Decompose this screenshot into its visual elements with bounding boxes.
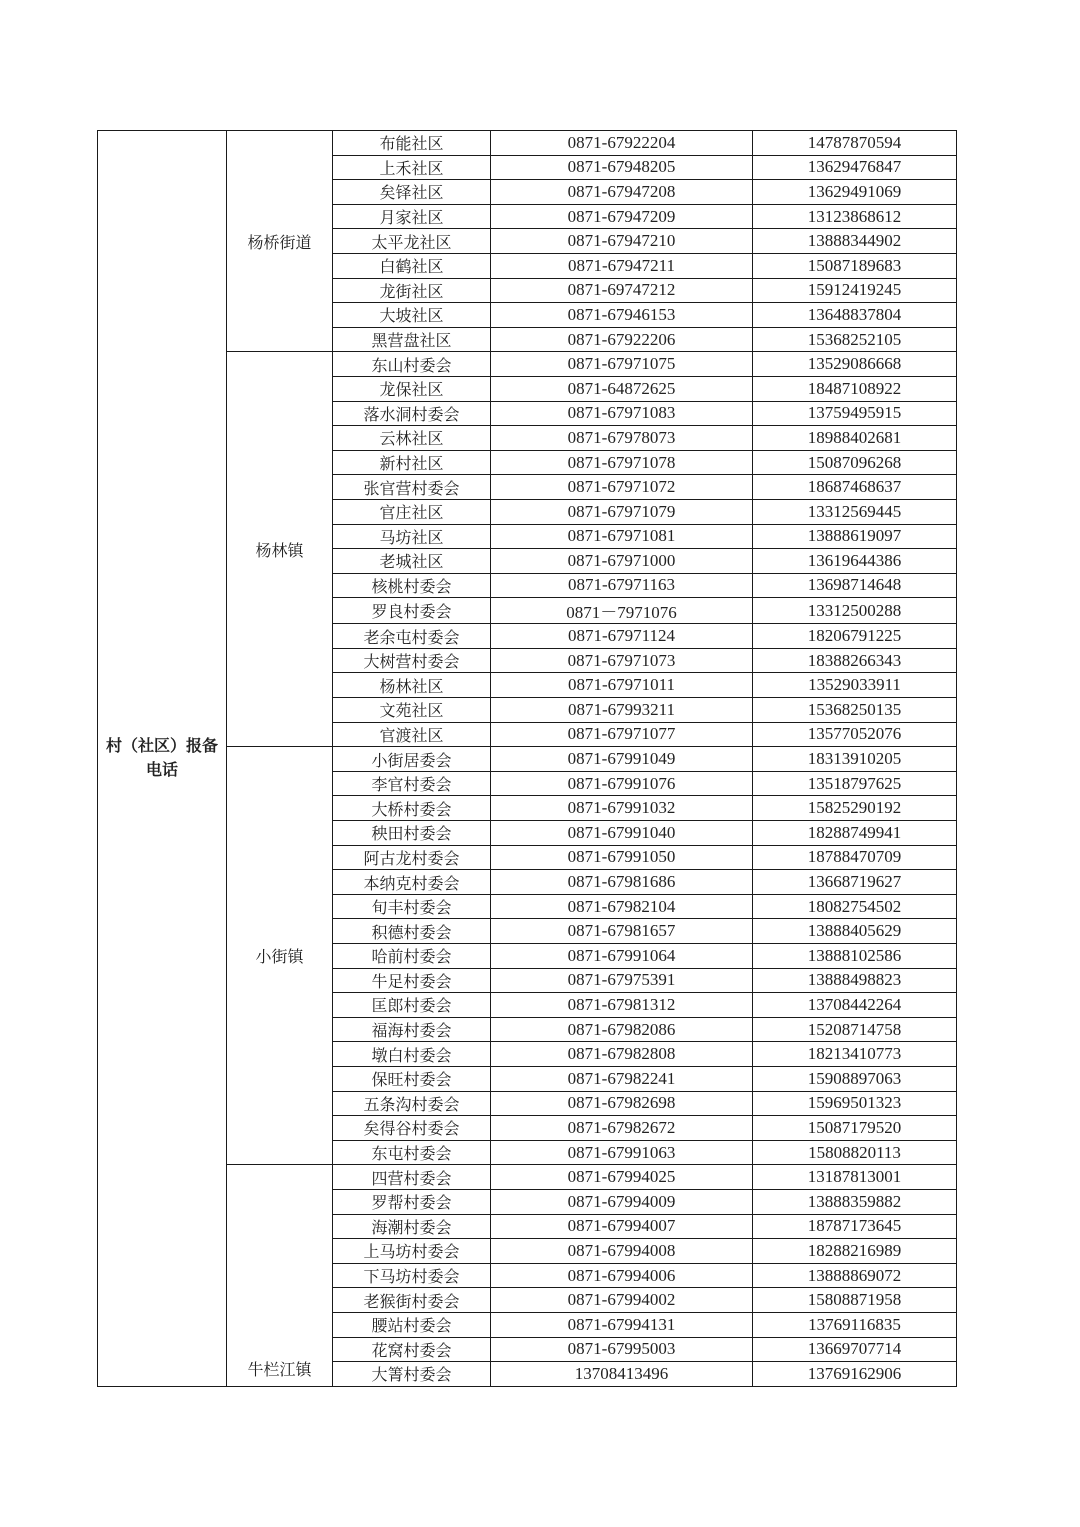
village-name: 罗帮村委会 [333,1189,491,1214]
mobile-phone: 13888359882 [753,1189,957,1214]
mobile-phone: 13888405629 [753,919,957,944]
landline-phone: 0871-67982086 [491,1017,753,1042]
village-name: 老猴街村委会 [333,1288,491,1313]
mobile-phone: 15368252105 [753,327,957,352]
landline-phone: 0871-67982808 [491,1042,753,1067]
mobile-phone: 13529033911 [753,673,957,698]
landline-phone: 0871-67993211 [491,698,753,723]
mobile-phone: 13888619097 [753,524,957,549]
landline-phone: 0871-67971011 [491,673,753,698]
village-name: 哈前村委会 [333,944,491,969]
village-name: 东屯村委会 [333,1140,491,1165]
mobile-phone: 18288749941 [753,821,957,846]
mobile-phone: 13708442264 [753,993,957,1018]
mobile-phone: 13529086668 [753,352,957,377]
landline-phone: 0871-67994131 [491,1312,753,1337]
landline-phone: 0871-67991076 [491,771,753,796]
village-name: 四营村委会 [333,1165,491,1190]
landline-phone: 0871-67982241 [491,1066,753,1091]
landline-phone: 0871-67971079 [491,499,753,524]
landline-phone: 0871-67982672 [491,1116,753,1141]
table-body [98,131,957,1387]
landline-phone: 0871-67981686 [491,870,753,895]
landline-phone: 0871-67948205 [491,155,753,180]
mobile-phone: 18082754502 [753,894,957,919]
landline-phone: 0871-67982104 [491,894,753,919]
landline-phone: 0871-67994025 [491,1165,753,1190]
mobile-phone: 13669707714 [753,1337,957,1362]
village-name: 大箐村委会 [333,1362,491,1387]
landline-phone: 0871-67922204 [491,131,753,156]
mobile-phone: 18213410773 [753,1042,957,1067]
village-name: 太平龙社区 [333,229,491,254]
table-row [98,1165,957,1190]
village-name: 保旺村委会 [333,1066,491,1091]
mobile-phone: 13698714648 [753,573,957,598]
landline-phone: 0871-67995003 [491,1337,753,1362]
landline-phone: 0871-67981312 [491,993,753,1018]
landline-phone: 0871-67991050 [491,845,753,870]
village-name: 海潮村委会 [333,1214,491,1239]
town-cell: 牛栏江镇 [227,1165,333,1386]
landline-phone: 0871-67971078 [491,450,753,475]
village-name: 布能社区 [333,131,491,156]
village-name: 上马坊村委会 [333,1239,491,1264]
landline-phone: 0871-67947210 [491,229,753,254]
mobile-phone: 18288216989 [753,1239,957,1264]
landline-phone: 0871-67922206 [491,327,753,352]
landline-phone: 0871-67971073 [491,648,753,673]
town-cell: 杨林镇 [227,352,333,747]
village-name: 下马坊村委会 [333,1263,491,1288]
landline-phone: 0871-67991049 [491,747,753,772]
table-row [98,131,957,156]
landline-phone: 0871-67991032 [491,796,753,821]
landline-phone: 0871-67994006 [491,1263,753,1288]
town-cell: 杨桥街道 [227,131,333,352]
landline-phone: 0871-67947209 [491,204,753,229]
landline-phone: 0871-67982698 [491,1091,753,1116]
town-cell: 小街镇 [227,747,333,1165]
village-name: 牛足村委会 [333,968,491,993]
village-name: 上禾社区 [333,155,491,180]
village-name: 龙保社区 [333,376,491,401]
landline-phone: 13708413496 [491,1362,753,1387]
mobile-phone: 15087096268 [753,450,957,475]
landline-phone: 0871-67971077 [491,722,753,747]
village-name: 李官村委会 [333,771,491,796]
village-name: 小街居委会 [333,747,491,772]
mobile-phone: 13668719627 [753,870,957,895]
mobile-phone: 15808871958 [753,1288,957,1313]
village-name: 官渡社区 [333,722,491,747]
mobile-phone: 15368250135 [753,698,957,723]
category-label: 村（社区）报备电话 [106,736,219,780]
village-name: 积德村委会 [333,919,491,944]
mobile-phone: 18788470709 [753,845,957,870]
mobile-phone: 14787870594 [753,131,957,156]
mobile-phone: 15825290192 [753,796,957,821]
village-name: 福海村委会 [333,1017,491,1042]
table-row [98,352,957,377]
mobile-phone: 13629491069 [753,180,957,205]
landline-phone: 0871-67971124 [491,624,753,649]
mobile-phone: 18313910205 [753,747,957,772]
village-name: 官庄社区 [333,499,491,524]
mobile-phone: 18206791225 [753,624,957,649]
mobile-phone: 18787173645 [753,1214,957,1239]
mobile-phone: 18687468637 [753,475,957,500]
village-name: 月家社区 [333,204,491,229]
landline-phone: 0871-67971075 [491,352,753,377]
village-name: 旬丰村委会 [333,894,491,919]
landline-phone: 0871－7971076 [491,598,753,624]
village-name: 落水洞村委会 [333,401,491,426]
mobile-phone: 15912419245 [753,278,957,303]
village-name: 云林社区 [333,426,491,451]
village-name: 罗良村委会 [333,598,491,624]
village-name: 秧田村委会 [333,821,491,846]
landline-phone: 0871-67978073 [491,426,753,451]
village-name: 矣得谷村委会 [333,1116,491,1141]
village-name: 杨林社区 [333,673,491,698]
landline-phone: 0871-67994008 [491,1239,753,1264]
landline-phone: 0871-67971163 [491,573,753,598]
mobile-phone: 15808820113 [753,1140,957,1165]
landline-phone: 0871-67994009 [491,1189,753,1214]
landline-phone: 0871-67971083 [491,401,753,426]
mobile-phone: 13312569445 [753,499,957,524]
mobile-phone: 15908897063 [753,1066,957,1091]
mobile-phone: 18988402681 [753,426,957,451]
mobile-phone: 13888498823 [753,968,957,993]
landline-phone: 0871-67947208 [491,180,753,205]
landline-phone: 0871-67994007 [491,1214,753,1239]
mobile-phone: 13577052076 [753,722,957,747]
village-name: 白鹤社区 [333,253,491,278]
mobile-phone: 13769116835 [753,1312,957,1337]
mobile-phone: 13888102586 [753,944,957,969]
village-name: 墩白村委会 [333,1042,491,1067]
category-cell [98,131,227,1387]
mobile-phone: 15208714758 [753,1017,957,1042]
mobile-phone: 13648837804 [753,303,957,328]
mobile-phone: 13629476847 [753,155,957,180]
village-name: 大树营村委会 [333,648,491,673]
landline-phone: 0871-67971081 [491,524,753,549]
landline-phone: 0871-67971072 [491,475,753,500]
landline-phone: 0871-67971000 [491,549,753,574]
village-name: 文苑社区 [333,698,491,723]
village-name: 黑营盘社区 [333,327,491,352]
village-name: 新村社区 [333,450,491,475]
landline-phone: 0871-67994002 [491,1288,753,1313]
mobile-phone: 13518797625 [753,771,957,796]
village-name: 大桥村委会 [333,796,491,821]
village-name: 花窝村委会 [333,1337,491,1362]
landline-phone: 0871-67975391 [491,968,753,993]
landline-phone: 0871-67946153 [491,303,753,328]
village-name: 老城社区 [333,549,491,574]
mobile-phone: 13769162906 [753,1362,957,1387]
village-name: 张官营村委会 [333,475,491,500]
village-name: 矣铎社区 [333,180,491,205]
mobile-phone: 15087189683 [753,253,957,278]
mobile-phone: 13888869072 [753,1263,957,1288]
mobile-phone: 13312500288 [753,598,957,624]
village-name: 老余屯村委会 [333,624,491,649]
landline-phone: 0871-67991040 [491,821,753,846]
landline-phone: 0871-67947211 [491,253,753,278]
landline-phone: 0871-69747212 [491,278,753,303]
mobile-phone: 13619644386 [753,549,957,574]
mobile-phone: 13123868612 [753,204,957,229]
village-name: 五条沟村委会 [333,1091,491,1116]
mobile-phone: 18487108922 [753,376,957,401]
village-name: 本纳克村委会 [333,870,491,895]
mobile-phone: 15087179520 [753,1116,957,1141]
village-name: 大坡社区 [333,303,491,328]
landline-phone: 0871-67991064 [491,944,753,969]
village-name: 马坊社区 [333,524,491,549]
village-name: 腰站村委会 [333,1312,491,1337]
village-name: 阿古龙村委会 [333,845,491,870]
mobile-phone: 18388266343 [753,648,957,673]
landline-phone: 0871-67991063 [491,1140,753,1165]
landline-phone: 0871-67981657 [491,919,753,944]
mobile-phone: 13888344902 [753,229,957,254]
mobile-phone: 13759495915 [753,401,957,426]
village-name: 东山村委会 [333,352,491,377]
village-name: 匡郎村委会 [333,993,491,1018]
village-name: 龙街社区 [333,278,491,303]
table-row [98,747,957,772]
contact-table [97,130,957,1387]
mobile-phone: 13187813001 [753,1165,957,1190]
mobile-phone: 15969501323 [753,1091,957,1116]
landline-phone: 0871-64872625 [491,376,753,401]
village-name: 核桃村委会 [333,573,491,598]
